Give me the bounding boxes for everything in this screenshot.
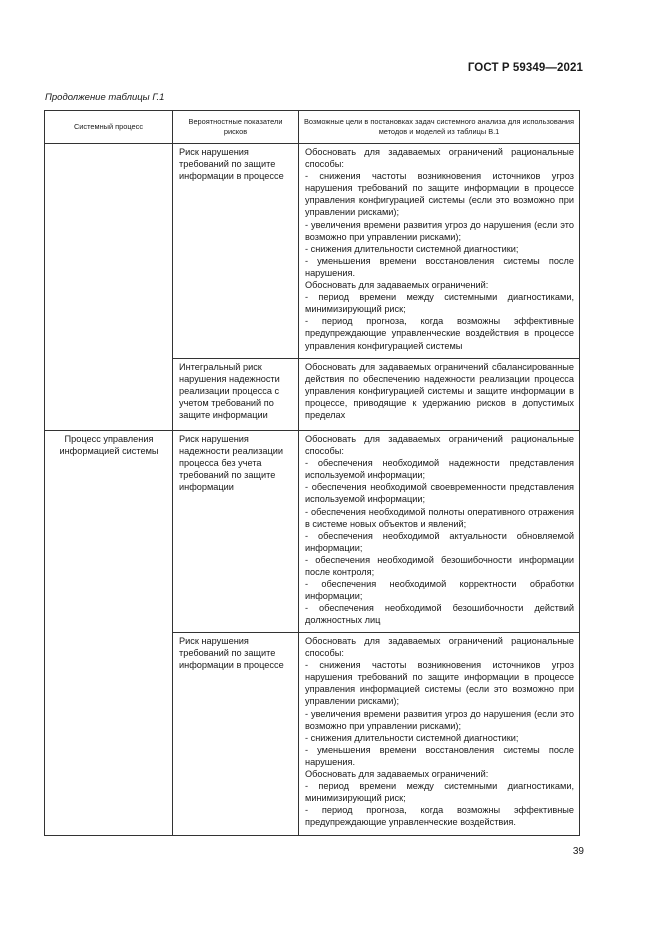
table-row [45, 144, 580, 359]
goal-line: - уменьшения времени восстановления системы после нарушения. [305, 255, 574, 278]
goal-line: - период прогноза, когда возможны эффективные предупреждающие управленческие воздействия в процессе управления конфигурацией системы [305, 316, 574, 351]
goal-line: Обосновать для задаваемых ограничений: [305, 769, 489, 780]
risk-goals-table [44, 110, 580, 836]
goal-line: - период времени между системными диагностиками, минимизирующий риск; [305, 781, 574, 804]
goal-line: - период прогноза, когда возможны эффективные предупреждающие управленческие воздействия. [305, 805, 574, 828]
goal-line: - период времени между системными диагностиками, минимизирующий риск; [305, 292, 574, 315]
standard-code: ГОСТ Р 59349—2021 [467, 62, 583, 74]
goals-cell [299, 359, 580, 431]
risk-cell: Риск нарушения требований по защите информации в процессе [173, 144, 299, 359]
goal-line: - обеспечения необходимой своевременности представления используемой информации; [305, 482, 574, 505]
goal-line: - обеспечения необходимой безошибочности действий должностных лиц [305, 603, 574, 626]
column-header-analysis-goals: Возможные цели в постановках задач системного анализа для использования методов и моделей из таблицы В.1 [299, 111, 580, 144]
risk-cell: Риск нарушения надежности реализации процесса без учета требований по защите информации [173, 431, 299, 633]
goals-cell [299, 431, 580, 633]
goal-line: - увеличения времени развития угроз до нарушения (если это возможно при управлении рисками); [305, 708, 574, 731]
table-header-row [45, 111, 580, 144]
goal-line: - обеспечения необходимой надежности представления используемой информации; [305, 458, 574, 481]
goal-line: - снижения частоты возникновения источников угроз нарушения требований по защите информации в процессе управления информацией системы (если это возможно при управлении рисками); [305, 660, 574, 707]
goal-line: Обосновать для задаваемых ограничений рациональные способы: [305, 434, 574, 457]
goals-cell [299, 633, 580, 836]
goal-line: - обеспечения необходимой безошибочности информации после контроля; [305, 554, 574, 578]
process-cell [45, 144, 173, 431]
process-cell: Процесс управления информацией системы [45, 431, 173, 836]
page-number: 39 [572, 846, 584, 857]
goal-line: - снижения длительности системной диагностики; [305, 732, 519, 743]
goal-line: - уменьшения времени восстановления системы после нарушения. [305, 744, 574, 767]
goal-line: - увеличения времени развития угроз до нарушения (если это возможно при управлении рисками); [305, 219, 574, 242]
goal-line: - обеспечения необходимой полноты оперативного отражения в системе новых объектов и явлений; [305, 506, 574, 529]
table-row [45, 431, 580, 633]
goal-line: - снижения частоты возникновения источников угроз нарушения требований по защите информации в процессе управления конфигурацией системы (если это возможно при управлении рисками); [305, 171, 574, 218]
goal-line: Обосновать для задаваемых ограничений сбалансированные действия по обеспечению надежности реализации процесса управления конфигурацией системы и защите информации в процессе, приводящие к удержанию рисков в допустимых пределах [305, 362, 574, 421]
goal-line: Обосновать для задаваемых ограничений рациональные способы: [305, 636, 574, 659]
goal-line: - обеспечения необходимой корректности обработки информации; [305, 579, 574, 602]
column-header-system-process: Системный процесс [45, 111, 173, 144]
goal-line: - обеспечения необходимой актуальности обновляемой информации; [305, 530, 574, 553]
goals-cell [299, 144, 580, 359]
goal-line: Обосновать для задаваемых ограничений: [305, 280, 489, 291]
table-caption: Продолжение таблицы Г.1 [45, 92, 165, 103]
risk-cell: Интегральный риск нарушения надежности реализации процесса с учетом требований по защите информации [173, 359, 299, 431]
column-header-risk-indicators: Вероятностные показатели рисков [173, 111, 299, 144]
risk-cell: Риск нарушения требований по защите информации в процессе [173, 633, 299, 836]
goal-line: - снижения длительности системной диагностики; [305, 243, 519, 254]
goal-line: Обосновать для задаваемых ограничений рациональные способы: [305, 147, 574, 170]
